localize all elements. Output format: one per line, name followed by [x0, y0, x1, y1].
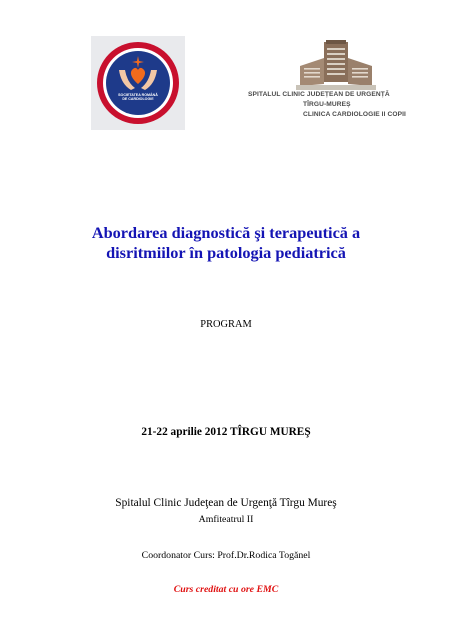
- cardiology-society-hands-heart-icon: [91, 36, 185, 130]
- hospital-name-block: [248, 90, 406, 119]
- cardiology-society-logo: [91, 36, 185, 130]
- venue-room: Amfiteatrul II: [198, 514, 254, 525]
- title-line-2: disritmiilor în patologia pediatrică: [106, 243, 346, 262]
- title-line-1: Abordarea diagnostică şi terapeutică a: [91, 223, 361, 242]
- program-label: PROGRAM: [200, 319, 252, 330]
- document-title: [40, 223, 412, 263]
- cardiology-society-name: SOCIETATEA ROMÂNĂ DE CARDIOLOGIE: [118, 93, 158, 102]
- hospital-building-icon: [296, 36, 376, 90]
- course-coordinator: Coordonator Curs: Prof.Dr.Rodica Togănel: [141, 550, 311, 561]
- hospital-city: TÎRGU-MUREȘ: [303, 100, 351, 108]
- venue-name: Spitalul Clinic Judeţean de Urgenţă Tîrgu Mureş: [115, 497, 337, 509]
- hospital-name: SPITALUL CLINIC JUDEȚEAN DE URGENȚĂ: [248, 91, 390, 98]
- credit-note: Curs creditat cu ore EMC: [173, 584, 279, 595]
- clinic-name: CLINICA CARDIOLOGIE II COPII: [303, 110, 406, 118]
- event-date: 21-22 aprilie 2012 TÎRGU MUREŞ: [141, 426, 311, 438]
